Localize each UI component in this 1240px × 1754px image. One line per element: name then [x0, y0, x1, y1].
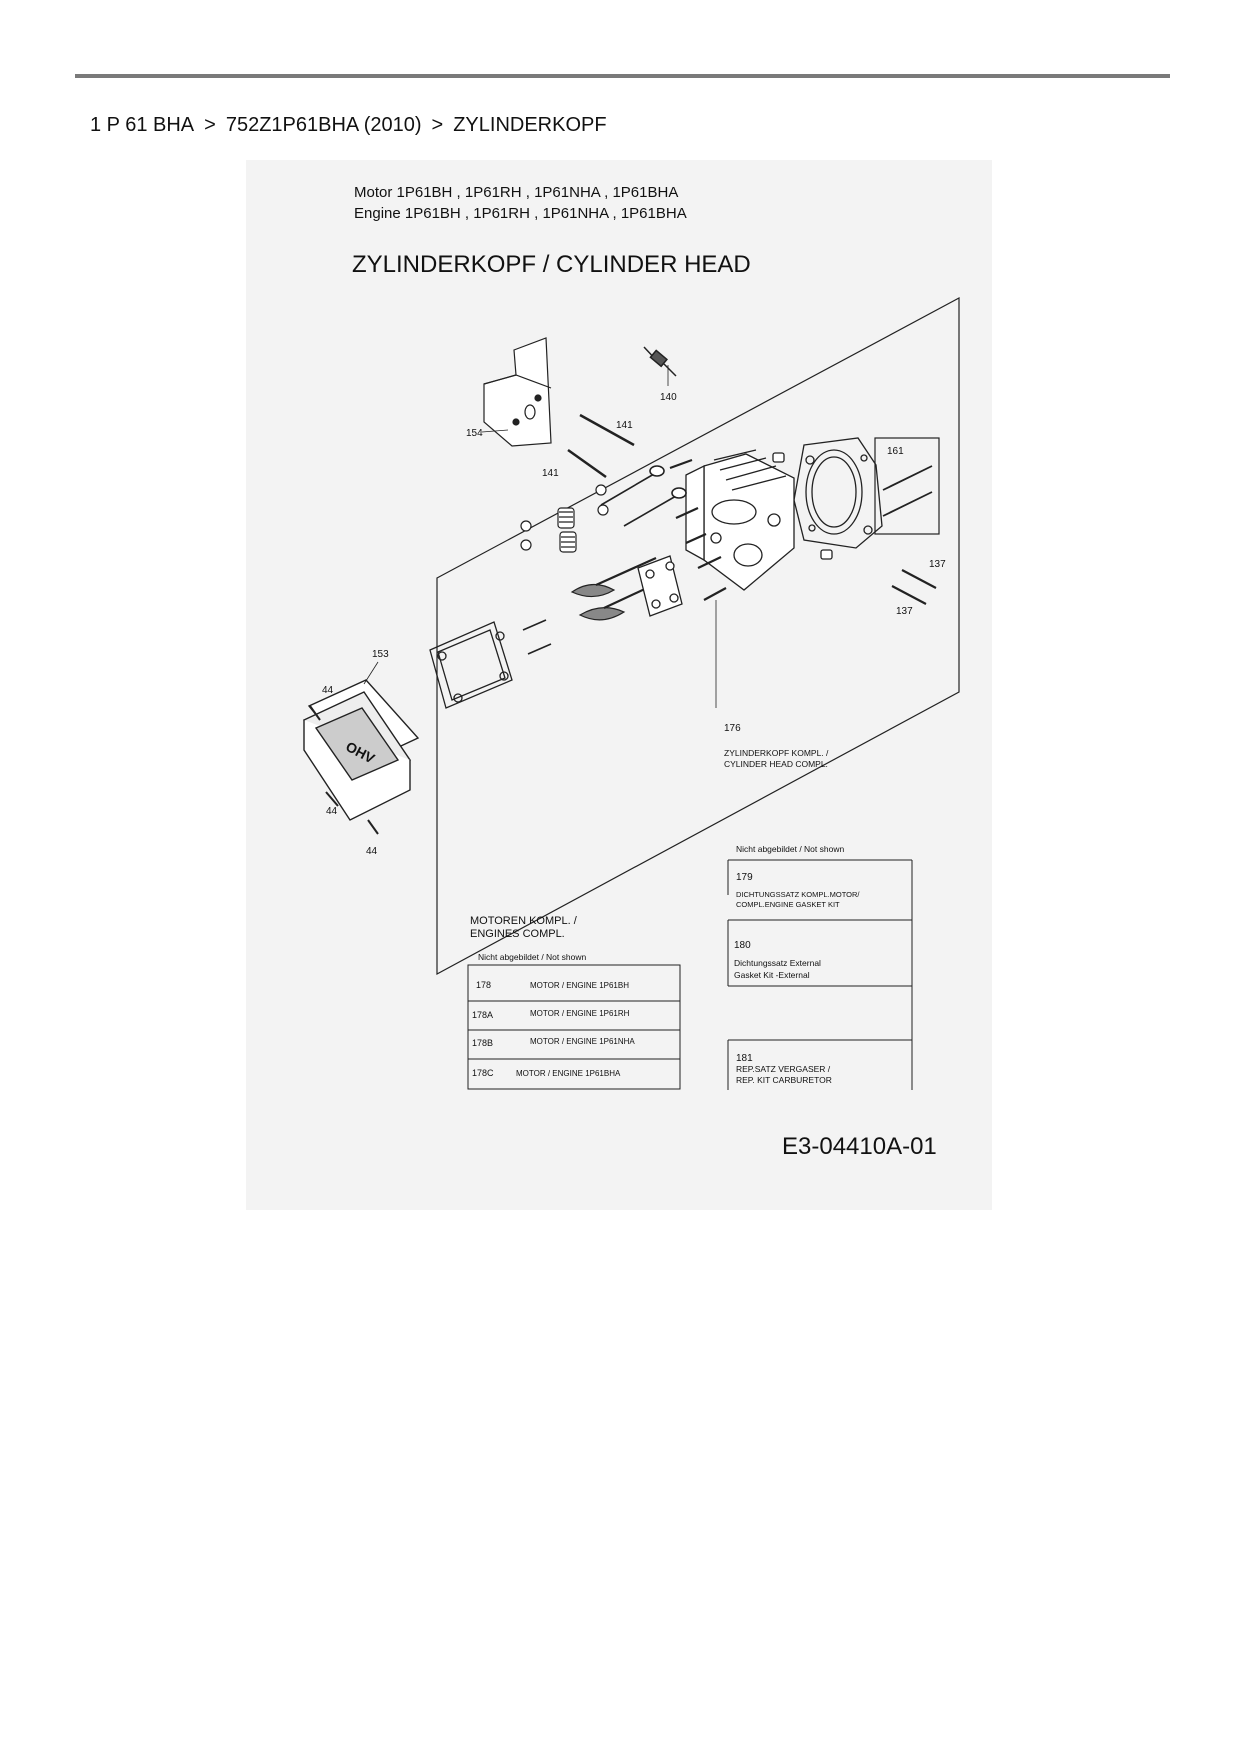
assembly-label-en: CYLINDER HEAD COMPL.: [724, 759, 828, 769]
callout-44-top: 44: [322, 685, 334, 696]
callout-44-bottom: 44: [366, 846, 378, 857]
kit-description: Gasket Kit -External: [734, 970, 810, 980]
not-shown-label-right: Nicht abgebildet / Not shown: [736, 844, 845, 854]
kit-number: 180: [734, 940, 751, 951]
callout-141-upper: 141: [616, 420, 633, 431]
callout-137-lower: 137: [896, 606, 913, 617]
engine-number: 178: [476, 980, 492, 990]
breadcrumb-item-current[interactable]: ZYLINDERKOPF: [453, 114, 607, 136]
valve-spring-part: [521, 485, 608, 552]
cylinder-head-part: [686, 450, 794, 590]
parts-diagram: [246, 160, 992, 1210]
breadcrumb-item-model[interactable]: 1 P 61 BHA: [90, 114, 195, 136]
not-shown-label-left: Nicht abgebildet / Not shown: [478, 952, 587, 962]
spark-plug-part: [644, 347, 676, 376]
callout-176: 176: [724, 723, 741, 734]
callout-140: 140: [660, 392, 677, 403]
kit-description: REP. KIT CARBURETOR: [736, 1075, 832, 1085]
engine-description: MOTOR / ENGINE 1P61BHA: [516, 1069, 621, 1078]
assembly-label-de: ZYLINDERKOPF KOMPL. /: [724, 748, 829, 758]
callout-154: 154: [466, 428, 483, 439]
pivot-bolt-part: [523, 620, 551, 654]
kit-description: COMPL.ENGINE GASKET KIT: [736, 900, 840, 909]
engine-description: MOTOR / ENGINE 1P61BH: [530, 981, 629, 990]
callout-141-lower: 141: [542, 468, 559, 479]
valve-part: [601, 466, 686, 526]
top-divider: [75, 74, 1170, 78]
head-gasket-part: [794, 438, 882, 548]
engine-description: MOTOR / ENGINE 1P61RH: [530, 1009, 630, 1018]
pushrod-box: [875, 438, 939, 534]
callout-44-middle: 44: [326, 806, 338, 817]
breadcrumb-item-year[interactable]: 752Z1P61BHA (2010): [225, 114, 422, 136]
ohv-label: OHV: [343, 738, 378, 767]
callout-161: 161: [887, 446, 904, 457]
callout-137-upper: 137: [929, 559, 946, 570]
heat-shield-part: [484, 338, 551, 446]
pushrod-part: [883, 466, 932, 516]
breadcrumb-separator: >: [204, 114, 216, 136]
engine-number: 178A: [472, 1010, 494, 1020]
pushrod-137-part: [892, 570, 936, 604]
valve-cover-gasket-part: [430, 622, 512, 708]
diagram-header-motor: Motor 1P61BH , 1P61RH , 1P61NHA , 1P61BHA: [354, 184, 679, 201]
callout-153: 153: [372, 649, 389, 660]
diagram-title: ZYLINDERKOPF / CYLINDER HEAD: [352, 251, 751, 278]
kit-description: DICHTUNGSSATZ KOMPL.MOTOR/: [736, 890, 860, 899]
kit-description: REP.SATZ VERGASER /: [736, 1064, 831, 1074]
engine-description: MOTOR / ENGINE 1P61NHA: [530, 1037, 635, 1046]
kit-number: 179: [736, 872, 753, 883]
breadcrumb-separator: >: [431, 114, 444, 136]
engine-number: 178C: [472, 1068, 494, 1078]
diagram-header-engine: Engine 1P61BH , 1P61RH , 1P61NHA , 1P61BHA: [354, 205, 687, 222]
drawing-id: E3-04410A-01: [782, 1133, 937, 1160]
kit-description: Dichtungssatz External: [734, 958, 821, 968]
engine-number: 178B: [472, 1038, 494, 1048]
engines-title-en: ENGINES COMPL.: [470, 928, 565, 940]
kit-number: 181: [736, 1053, 753, 1064]
engines-title-de: MOTOREN KOMPL. /: [470, 915, 577, 927]
breadcrumb: [90, 114, 607, 137]
rocker-plate-part: [638, 556, 682, 616]
leader-line: [364, 662, 378, 684]
